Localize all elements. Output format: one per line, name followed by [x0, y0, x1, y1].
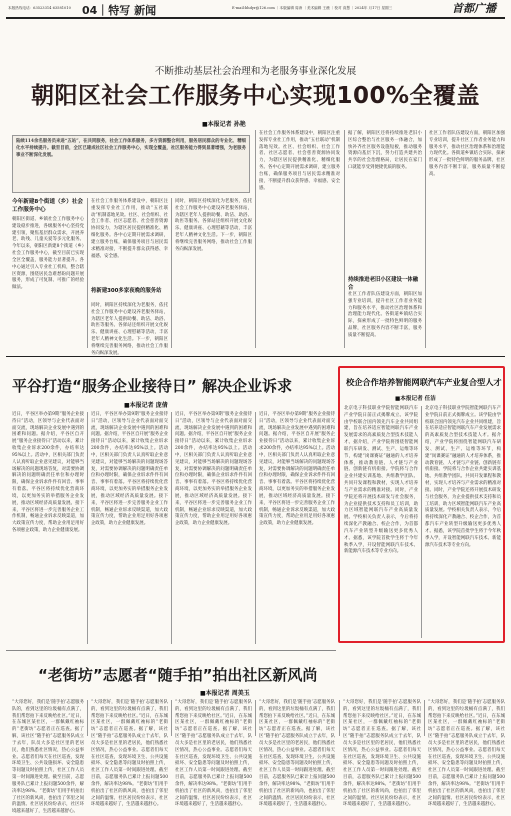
brand-logo: 首都广播 — [452, 2, 496, 15]
page-label: 04｜特写 新闻 — [82, 4, 157, 17]
featured-story-col-2: 北京电子科技职业学院智能网联汽车产业学院日前正式揭牌成立。该学院由学校联合国内领先汽车企业共同组建，旨在培养适应智能网联汽车产业发展需求的高素质复合型技术技能人才。据介绍，产业学院将围绕智能网联汽车研发、测试、生产、运维等环节，构建“岗课赛证”融通的人才培养体系，推动教育链、人才链与产业链、创新链有机衔接。学院将与合作企业共建实训基地、共组教学团队、共同开发课程和教材，实现人才培养与产业需求的精准对接。同时，产业学院还将开展技术研发与社会服务，为企业提供技术支持和员工培训，助力区域智能网联汽车产业高质量发展。学校相关负责人表示，今后将持续深化产教融合、校企合作，为首都汽车产业转型升级输送更多优秀人才。据悉，该学院首批学生将于今年秋季入学，开设智能网联汽车技术、新能源汽车技术等专业方向。 — [425, 406, 501, 548]
lead-summary-box — [12, 135, 250, 193]
lead-col-5: 据了解，朝阳区还将持续推进老旧小区综合整治与社区服务一体融合，加快补齐社区服务设施短板，推动服务资源向基层下沉，努力打造共建共治共享的社会治理格局，让居民在家门口就能享受到便捷优质的服务。 — [348, 131, 422, 171]
lead-col-2: 在社会工作服务体系建设中，朝阳区注重发挥专业社工作用，推动“五社联动”机制落地见效。社区、社会组织、社会工作者、社区志愿者、社会慈善资源协同发力，为辖区居民提供精准化、精细化服务。各中心定期开展需求调研，建立服务台账，确保服务项目与居民需求精准对接，不断提升群众获得感、幸福感、安全感。 — [91, 199, 168, 259]
lead-kicker: 不断推动基层社会治理和为老服务事业深化发展 — [154, 66, 357, 77]
story-three-byline: ■本报记者 周美玉 — [200, 690, 250, 697]
story-two-col-3: 近日，平谷区举办第9期“服务企业接待日”活动，区领导与企业代表面对面交流，现场解决企业发展中遇到的困难和问题。据介绍，平谷区自开展“服务企业接待日”活动以来，累计收集企业诉求200余件，办结率达95%以上。活动中，区相关部门负责人认真听取企业意见建议，对能够当场解决的问题现场答复，对需要协调解决的问题明确责任单位和办理时限，确保企业诉求件件有回音、事事有着落。平谷区将持续优化营商环境，以更加务实的举措服务企业发展，推动区域经济高质量发展。接下来，平谷区将进一步完善服务企业工作机制，畅通企业诉求反映渠道，加大政策宣传力度，帮助企业用足用好各项惠企政策，助力企业健康发展。 — [175, 412, 252, 527]
story-two-col-1: 近日，平谷区举办第9期“服务企业接待日”活动，区领导与企业代表面对面交流，现场解决企业发展中遇到的困难和问题。据介绍，平谷区自开展“服务企业接待日”活动以来，累计收集企业诉求200余件，办结率达95%以上。活动中，区相关部门负责人认真听取企业意见建议，对能够当场解决的问题现场答复，对需要协调解决的问题明确责任单位和办理时限，确保企业诉求件件有回音、事事有着落。平谷区将持续优化营商环境，以更加务实的举措服务企业发展，推动区域经济高质量发展。接下来，平谷区将进一步完善服务企业工作机制，畅通企业诉求反映渠道，加大政策宣传力度，帮助企业用足用好各项惠企政策，助力企业健康发展。 — [12, 412, 84, 534]
lead-col-6: 社区工作者队伍建设方面，朝阳区加强专业培训，提升社区工作者业务能力和服务水平，推动社区治理体系和治理能力现代化。各街道乡镇结合实际，探索形成了一批特色鲜明的服务品牌，社区服务内容不断丰富，服务质量不断提高。 — [429, 131, 505, 177]
story-two-byline: ■本报记者 庞倩 — [124, 402, 168, 409]
lead-subhead-c: 持续推进老旧小区建设一体融合 — [348, 277, 419, 291]
lead-col-2b: 同时，朝阳区持续深化为老服务，依托社会工作服务中心建设养老服务驿站，为辖区老年人提供助餐、助洁、助浴、助医等服务。各驿站还组织开展文化娱乐、健康讲座、心理慰藉等活动，丰富老年人精神文化生活。下一步，朝阳区将继续完善服务网络，推动社会工作服务向纵深发展。 — [91, 303, 168, 356]
story-three-col-6: “大哥您好，我们是‘随手拍’志愿服务队的，看到这里的垃圾桶有点满了，我们帮您拍下来反映给社区。”近日，在东城区某社区，一群佩戴红袖标的“老街坊”志愿者正在巡查。据了解，该社区“随手拍”志愿服务队成立于去年，队员大多是社区里的老居民，他们熟悉社区情况，热心公益事业。志愿者们每天在社区巡查，发现环境卫生、公共设施损坏、安全隐患等问题及时拍照上传，社区工作人员第一时间跟进处理。截至目前，志愿服务队已累计上报问题500余件，解决率达98%。“老街坊”们用手机拍出了社区的新风尚，也拍出了邻里之间的温情。社区居民纷纷表示，社区环境越来越好了，生活越来越舒心。 — [428, 700, 505, 808]
story-three-col-2: “大哥您好，我们是‘随手拍’志愿服务队的，看到这里的垃圾桶有点满了，我们帮您拍下来反映给社区。”近日，在东城区某社区，一群佩戴红袖标的“老街坊”志愿者正在巡查。据了解，该社区“随手拍”志愿服务队成立于去年，队员大多是社区里的老居民，他们熟悉社区情况，热心公益事业。志愿者们每天在社区巡查，发现环境卫生、公共设施损坏、安全隐患等问题及时拍照上传，社区工作人员第一时间跟进处理。截至目前，志愿服务队已累计上报问题500余件，解决率达98%。“老街坊”们用手机拍出了社区的新风尚，也拍出了邻里之间的温情。社区居民纷纷表示，社区环境越来越好了，生活越来越舒心。 — [91, 700, 168, 808]
lead-col-5b: 社区工作者队伍建设方面，朝阳区加强专业培训，提升社区工作者业务能力和服务水平，推动社区治理体系和治理能力现代化。各街道乡镇结合实际，探索形成了一批特色鲜明的服务品牌，社区服务内容不断丰富，服务质量不断提高。 — [348, 292, 422, 338]
lead-col-4: 在社会工作服务体系建设中，朝阳区注重发挥专业社工作用，推动“五社联动”机制落地见效。社区、社会组织、社会工作者、社区志愿者、社会慈善资源协同发力，为辖区居民提供精准化、精细化服务。各中心定期开展需求调研，建立服务台账，确保服务项目与居民需求精准对接，不断提升群众获得感、幸福感、安全感。 — [259, 131, 340, 191]
story-three-col-4: “大哥您好，我们是‘随手拍’志愿服务队的，看到这里的垃圾桶有点满了，我们帮您拍下来反映给社区。”近日，在东城区某社区，一群佩戴红袖标的“老街坊”志愿者正在巡查。据了解，该社区“随手拍”志愿服务队成立于去年，队员大多是社区里的老居民，他们熟悉社区情况，热心公益事业。志愿者们每天在社区巡查，发现环境卫生、公共设施损坏、安全隐患等问题及时拍照上传，社区工作人员第一时间跟进处理。截至目前，志愿服务队已累计上报问题500余件，解决率达98%。“老街坊”们用手机拍出了社区的新风尚，也拍出了邻里之间的温情。社区居民纷纷表示，社区环境越来越好了，生活越来越舒心。 — [259, 700, 335, 808]
story-three-headline: “老街坊”志愿者“随手拍”拍出社区新风尚 — [38, 666, 318, 684]
section-rule-2 — [6, 650, 336, 651]
lead-byline: ■本报记者 孙艳 — [202, 121, 246, 128]
story-two-col-4: 近日，平谷区举办第9期“服务企业接待日”活动，区领导与企业代表面对面交流，现场解决企业发展中遇到的困难和问题。据介绍，平谷区自开展“服务企业接待日”活动以来，累计收集企业诉求200余件，办结率达95%以上。活动中，区相关部门负责人认真听取企业意见建议，对能够当场解决的问题现场答复，对需要协调解决的问题明确责任单位和办理时限，确保企业诉求件件有回音、事事有着落。平谷区将持续优化营商环境，以更加务实的举措服务企业发展，推动区域经济高质量发展。接下来，平谷区将进一步完善服务企业工作机制，畅通企业诉求反映渠道，加大政策宣传力度，帮助企业用足用好各项惠企政策，助力企业健康发展。 — [259, 412, 335, 527]
lead-subhead-a: 今年新建8个街道（乡）社会工作服务中心 — [12, 199, 84, 213]
lead-col-3: 同时，朝阳区持续深化为老服务，依托社会工作服务中心建设养老服务驿站，为辖区老年人提供助餐、助洁、助浴、助医等服务。各驿站还组织开展文化娱乐、健康讲座、心理慰藉等活动，丰富老年人精神文化生活。下一步，朝阳区将继续完善服务网络，推动社会工作服务向纵深发展。 — [175, 199, 252, 252]
story-three-col-3: “大哥您好，我们是‘随手拍’志愿服务队的，看到这里的垃圾桶有点满了，我们帮您拍下来反映给社区。”近日，在东城区某社区，一群佩戴红袖标的“老街坊”志愿者正在巡查。据了解，该社区“随手拍”志愿服务队成立于去年，队员大多是社区里的老居民，他们熟悉社区情况，热心公益事业。志愿者们每天在社区巡查，发现环境卫生、公共设施损坏、安全隐患等问题及时拍照上传，社区工作人员第一时间跟进处理。截至目前，志愿服务队已累计上报问题500余件，解决率达98%。“老街坊”们用手机拍出了社区的新风尚，也拍出了邻里之间的温情。社区居民纷纷表示，社区环境越来越好了，生活越来越舒心。 — [175, 700, 252, 808]
featured-story-byline: ■本报记者 任洁 — [395, 396, 436, 402]
lead-headline: 朝阳区社会工作服务中心实现100%全覆盖 — [30, 83, 481, 109]
masthead-rule — [6, 17, 505, 19]
lead-col-1: 朝阳区街道、乡镇社会工作服务中心建设稳步推进，各级服务中心坚持党建引领，聚焦基层群众需求，开展养老、助残、儿童关爱等多元化服务。今年以来，朝阳区新建8个街道（乡）社会工作服务中心，截至目前已实现全区全覆盖，服务能力显著提升。各中心通过引入专业社工机构，整合辖区资源，围绕居民急难愁盼问题开展服务，形成了可复制、可推广的经验做法。 — [12, 217, 84, 291]
featured-story-col-1: 北京电子科技职业学院智能网联汽车产业学院日前正式揭牌成立。该学院由学校联合国内领先汽车企业共同组建，旨在培养适应智能网联汽车产业发展需求的高素质复合型技术技能人才。据介绍，产业学院将围绕智能网联汽车研发、测试、生产、运维等环节，构建“岗课赛证”融通的人才培养体系，推动教育链、人才链与产业链、创新链有机衔接。学院将与合作企业共建实训基地、共组教学团队、共同开发课程和教材，实现人才培养与产业需求的精准对接。同时，产业学院还将开展技术研发与社会服务，为企业提供技术支持和员工培训，助力区域智能网联汽车产业高质量发展。学校相关负责人表示，今后将持续深化产教融合、校企合作，为首都汽车产业转型升级输送更多优秀人才。据悉，该学院首批学生将于今年秋季入学，开设智能网联汽车技术、新能源汽车技术等专业方向。 — [344, 406, 418, 555]
hotline-text: 本版热线电话：63523314 63581010 — [8, 6, 71, 10]
section-rule-1 — [6, 356, 505, 357]
story-three-col-1: “大哥您好，我们是‘随手拍’志愿服务队的，看到这里的垃圾桶有点满了，我们帮您拍下来反映给社区。”近日，在东城区某社区，一群佩戴红袖标的“老街坊”志愿者正在巡查。据了解，该社区“随手拍”志愿服务队成立于去年，队员大多是社区里的老居民，他们熟悉社区情况，热心公益事业。志愿者们每天在社区巡查，发现环境卫生、公共设施损坏、安全隐患等问题及时拍照上传，社区工作人员第一时间跟进处理。截至目前，志愿服务队已累计上报问题500余件，解决率达98%。“老街坊”们用手机拍出了社区的新风尚，也拍出了邻里之间的温情。社区居民纷纷表示，社区环境越来越好了，生活越来越舒心。 — [12, 700, 84, 815]
featured-story-headline: 校企合作培养智能网联汽车产业复合型人才 — [346, 377, 502, 387]
contact-text: E-mail:bhdyr@126.com ｜本版编辑 周涛 ｜美术编辑 王薇 ｜校对 高慧 ｜2024年 月17日 星期三 — [232, 6, 393, 10]
lead-subhead-b: 将新建300多家夜晚的服务站 — [91, 288, 162, 294]
story-two-headline: 平谷打造“服务企业接待日” 解决企业诉求 — [12, 377, 292, 395]
story-two-col-2: 近日，平谷区举办第9期“服务企业接待日”活动，区领导与企业代表面对面交流，现场解决企业发展中遇到的困难和问题。据介绍，平谷区自开展“服务企业接待日”活动以来，累计收集企业诉求200余件，办结率达95%以上。活动中，区相关部门负责人认真听取企业意见建议，对能够当场解决的问题现场答复，对需要协调解决的问题明确责任单位和办理时限，确保企业诉求件件有回音、事事有着落。平谷区将持续优化营商环境，以更加务实的举措服务企业发展，推动区域经济高质量发展。接下来，平谷区将进一步完善服务企业工作机制，畅通企业诉求反映渠道，加大政策宣传力度，帮助企业用足用好各项惠企政策，助力企业健康发展。 — [91, 412, 168, 527]
lead-summary: 陆续114余名服务员来进“五站”，在共同服务，社会工作体系服务，多方资源整合利用，服务居民群众的专业化、精细化水平持续提升。截至目前，全区已建成社区社会工作服务中心，实现全覆盖，社区服务能力得到显著增强，为老服务事业不断深化发展。 — [16, 139, 246, 158]
story-three-col-5: “大哥您好，我们是‘随手拍’志愿服务队的，看到这里的垃圾桶有点满了，我们帮您拍下来反映给社区。”近日，在东城区某社区，一群佩戴红袖标的“老街坊”志愿者正在巡查。据了解，该社区“随手拍”志愿服务队成立于去年，队员大多是社区里的老居民，他们熟悉社区情况，热心公益事业。志愿者们每天在社区巡查，发现环境卫生、公共设施损坏、安全隐患等问题及时拍照上传，社区工作人员第一时间跟进处理。截至目前，志愿服务队已累计上报问题500余件，解决率达98%。“老街坊”们用手机拍出了社区的新风尚，也拍出了邻里之间的温情。社区居民纷纷表示，社区环境越来越好了，生活越来越舒心。 — [343, 700, 421, 808]
